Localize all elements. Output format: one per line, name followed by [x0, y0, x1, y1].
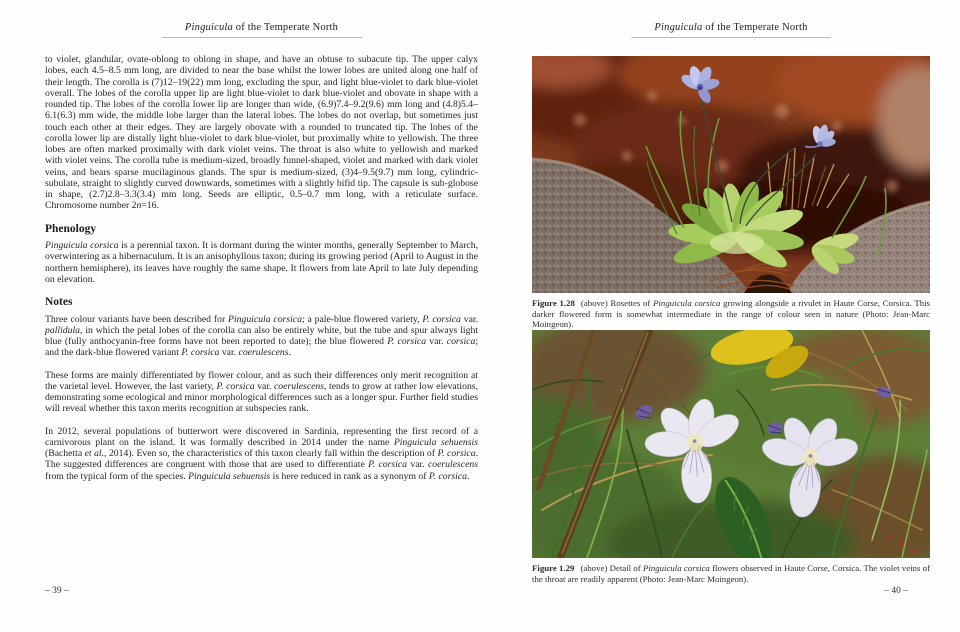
figure-1-29-photo: [532, 330, 930, 558]
header-rule: [162, 37, 362, 38]
notes-paragraph-3: In 2012, several populations of butterwort were discovered in Sardinia, representing the first record of a carnivorous plant on the island. It was formally described in 2014 under the name Pinguicula sehuensis (Bachetta et al., 2014). Even so, the characteristics of this taxon clearly fall within the description of P. corsica. The suggested differences are congruent with those that are used to differentiate P. corsica var. coerulescens from the typical form of the species. Pinguicula sehuensis is here reduced in rank as a synonym of P. corsica.: [45, 425, 478, 482]
running-head-right: [532, 22, 930, 38]
page-number-right: – 40 –: [884, 586, 908, 596]
figure-1-28-caption-text: (above) Rosettes of Pinguicula corsica growing alongside a rivulet in Haute Corse, Corsica. This darker flowered form is somewhat intermediate in the range of colour seen in nature (Photo: Jean-Marc Moingeon).: [532, 298, 930, 330]
header-rule: [631, 37, 831, 38]
flower-detail-illustration: [532, 330, 930, 558]
page-number-left: – 39 –: [45, 586, 69, 596]
left-page-text-column: [45, 54, 478, 493]
description-paragraph: to violet, glandular, ovate-oblong to oblong in shape, and have an obtuse to subacute tip. The upper calyx lobes, each 4.5–8.5 mm long, are divided to near the base whilst the lower lobes are united along one half of their length. The corolla is (7)12–19(22) mm long, excluding the spur, and light blue-violet to dark blue-violet overall. The lobes of the corolla upper lip are light blue-violet to dark blue-violet and obovate in shape with a rounded tip. The lobes of the corolla lower lip are longer than wide, (6.9)7.4–9.2(9.6) mm long and (4.8)5.4–6.1(6.3) mm wide, the middle lobe larger than the lateral lobes. The lobes do not overlap, but sometimes just touch each other at their edges. They are largely obovate with a rounded to truncated tip. The lobes of the corolla lower lip are distally light blue-violet to dark blue-violet, but proximally white to yellowish. The three lobes are often marked proximally with dark violet veins. The throat is also white to yellowish and marked with violet veins. The corolla tube is medium-sized, broadly funnel-shaped, violet and marked with dark violet veins, and bears sparse mucilaginous glands. The spur is medium-sized, (3)4–9.5(9.7) mm long, cylindric-subulate, straight to slightly curved downwards, sometimes with a slightly bifid tip. The capsule is sub-globose in shape, (2.7)2.8–3.3(3.4) mm long. Seeds are elliptic, 0.5–0.7 mm long, with a reticulate surface. Chromosome number 2n=16.: [45, 54, 478, 212]
running-head-text: Pinguicula of the Temperate North: [184, 22, 339, 33]
notes-paragraph-1: Three colour variants have been described for Pinguicula corsica; a pale-blue flowered variety, P. corsica var. pallidula, in which the petal lobes of the corolla can also be entirely white, but the tube and spur always light blue (fully anthocyanin-free forms have not been reported to date); the blue flowered P. corsica var. corsica; and the dark-blue flowered variant P. corsica var. coerulescens.: [45, 313, 479, 359]
running-head-text: Pinguicula of the Temperate North: [654, 22, 808, 33]
figure-1-29-caption: [532, 563, 930, 584]
figure-1-28-photo: [532, 56, 930, 293]
notes-paragraph-2: These forms are mainly differentiated by flower colour, and as such their differences only merit recognition at the varietal level. However, the last variety, P. corsica var. coerulescens, tends to grow at rather low elevations, demonstrating some ecological and minor morphological differences such as a longer spur. Further field studies will reveal whether this taxon merits recognition at subspecies rank.: [45, 369, 478, 415]
running-head-left: [45, 22, 478, 38]
figure-1-29-caption-text: (above) Detail of Pinguicula corsica flowers observed in Haute Corse, Corsica. The violet veins of the throat are readily apparent (Photo: Jean-Marc Moingeon).: [532, 563, 930, 584]
figure-1-29-label: Figure 1.29: [532, 563, 575, 573]
notes-heading: Notes: [45, 296, 73, 308]
phenology-heading: Phenology: [45, 222, 97, 235]
figure-1-28-label: Figure 1.28: [532, 298, 575, 308]
rosette-photo-illustration: [532, 56, 930, 293]
figure-1-28-caption: [532, 298, 930, 330]
phenology-paragraph: Pinguicula corsica is a perennial taxon. It is dormant during the winter months, generally September to March, overwintering as a hibernaculum. It is an anisophyllous taxon; during its growing period (April to August in the northern hemisphere), its leaves have roughly the same shape. It flowers from late April to late July depending on elevation.: [45, 240, 478, 285]
